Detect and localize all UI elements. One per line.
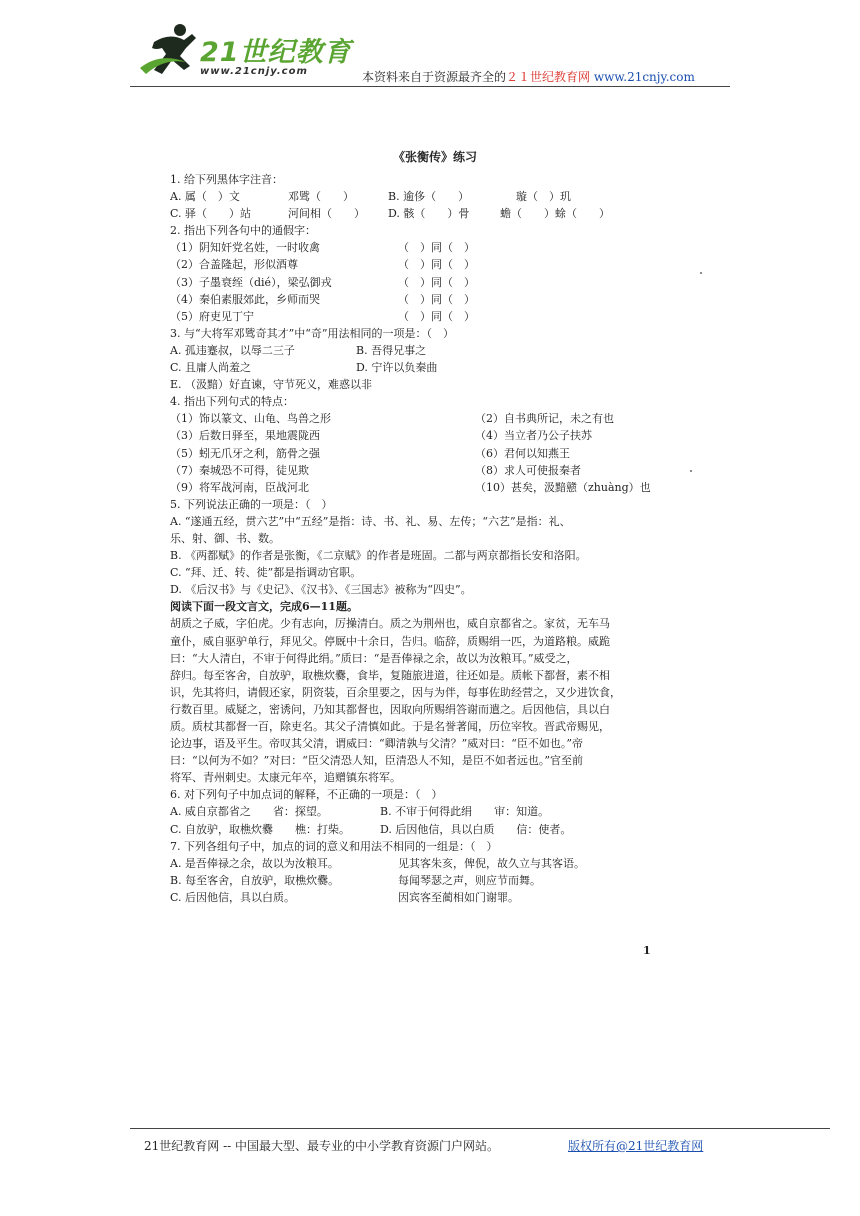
- q7-sentence-left: C. 后因他信，具以白质。: [170, 890, 296, 904]
- q3-option-c: C. 且庸人尚羞之: [170, 361, 252, 375]
- q1-option: C. 驿（ ）站: [170, 207, 252, 221]
- reading-line: 将军、青州刺史。太康元年卒，追赠镇东将军。: [170, 771, 401, 785]
- q3-option-d: D. 宁许以负秦曲: [356, 361, 438, 375]
- q7-row: [170, 872, 680, 889]
- q4-sentence: （2）自书典所记，未之有也: [475, 412, 614, 426]
- q4-stem: 4. 指出下列句式的特点：: [170, 395, 294, 409]
- q6-option-a: A. 威自京都省之 省：探望。: [170, 805, 328, 819]
- logo-url: www.21cnjy.com: [200, 66, 308, 77]
- q5-option-a: A. “遂通五经，贯六艺”中“五经”是指：诗、书、礼、易、左传；“六艺”是指：礼、: [170, 514, 571, 528]
- q4-sentence: （5）蚓无爪牙之利，筋骨之强: [170, 446, 320, 460]
- reading-line: 质。质杖其都督一百，除吏名。其父子清慎如此。于是名誉著闻，历位宰牧。晋武帝赐见，: [170, 720, 610, 733]
- q6-option-b: B. 不审于何得此绢 审：知道。: [380, 805, 550, 819]
- q2-blank: （ ）同（ ）: [398, 292, 475, 306]
- q5-option-d: D. 《后汉书》与《史记》、《汉书》、《三国志》被称为“四史”。: [170, 583, 472, 597]
- page-number: 1: [643, 944, 651, 957]
- q1-option: 河间相（ ）: [288, 207, 365, 221]
- document-title: 《张衡传》练习: [392, 150, 477, 164]
- q2-sentence: （5）府吏见丁宁: [170, 309, 254, 323]
- q2-item: [170, 291, 680, 308]
- reading-line: 论边事，语及平生。帝叹其父清，谓威曰：“卿清孰与父清？”威对曰：“臣不如也。”帝: [170, 737, 583, 751]
- q3-option-e: E. （汲黯）好直谏，守节死义，难惑以非: [170, 378, 373, 392]
- q3-option-a: A. 孤违蹇叔，以辱二三子: [170, 343, 295, 357]
- reading-line: 胡质之子威，字伯虎。少有志向，厉操清白。质之为荆州也，威自京都省之。家贫，无车马: [170, 617, 610, 631]
- footer-divider: [130, 1128, 830, 1129]
- q3-row: [170, 359, 680, 376]
- q1-option: A. 属（ ）文: [170, 190, 240, 204]
- q1-row: [170, 188, 680, 205]
- q7-sentence-left: A. 是吾俸禄之余，故以为汝粮耳。: [170, 856, 339, 870]
- scan-speck: [690, 470, 692, 472]
- footer-text: 21世纪教育网 -- 中国最大型、最专业的中小学教育资源门户网站。: [144, 1139, 500, 1153]
- q1-option: D. 骸（ ）骨: [388, 207, 470, 221]
- q4-sentence: （3）后数日驿至，果地震陇西: [170, 429, 320, 443]
- q2-item: [170, 256, 680, 273]
- header-brand-link[interactable]: ２１世纪教育网: [506, 70, 591, 84]
- q7-sentence-right: 每闻琴瑟之声，则应节而舞。: [398, 873, 541, 887]
- q4-row: [170, 462, 680, 479]
- q4-sentence: （10）甚矣，汲黯戆（zhuàng）也: [475, 480, 651, 494]
- header-source-prefix: 本资料来自于资源最齐全的: [362, 70, 507, 84]
- q4-sentence: （4）当立者乃公子扶苏: [475, 429, 592, 443]
- q2-blank: （ ）同（ ）: [398, 309, 475, 323]
- reading-line: 童仆，威自驱驴单行，拜见父。停厩中十余日，告归。临辞，质赐绢一匹，为道路粮。威跪: [170, 634, 610, 648]
- q4-sentence: （6）君何以知燕王: [475, 446, 570, 460]
- q1-row: [170, 205, 680, 222]
- q7-sentence-right: 见其客朱亥，俾倪，故久立与其客语。: [398, 856, 585, 870]
- q4-row: [170, 445, 680, 462]
- q4-sentence: （9）将军战河南，臣战河北: [170, 480, 309, 494]
- q2-stem: 2. 指出下列各句中的通假字：: [170, 224, 316, 238]
- q7-sentence-left: B. 每至客舍，自放驴，取樵炊爨。: [170, 873, 340, 887]
- q6-option-d: D. 后因他信，具以白质 信：使者。: [380, 822, 572, 836]
- q6-option-c: C. 自放驴，取樵炊爨 樵：打柴。: [170, 822, 351, 836]
- header-source-line: [362, 68, 695, 85]
- q2-sentence: （4）秦伯素服郊此，乡师而哭: [170, 292, 320, 306]
- q3-option-b: B. 吾得兄事之: [356, 343, 427, 357]
- reading-line: 辞归。每至客舍，自放驴，取樵炊爨，食毕，复随旅进道，往还如是。质帐下都督，素不相: [170, 668, 610, 682]
- q2-sentence: （3）子墨衰绖（dié），梁弘御戎: [170, 275, 332, 289]
- site-logo[interactable]: [140, 22, 370, 90]
- q5-option-a-continued: 乐、射、御、书、数。: [170, 531, 280, 545]
- q4-row: [170, 479, 680, 496]
- q1-option: 璇（ ）玑: [516, 190, 571, 204]
- reading-intro: 阅读下面一段文言文，完成6—11题。: [170, 600, 358, 614]
- q2-blank: （ ）同（ ）: [398, 241, 475, 255]
- q2-sentence: （1）阴知奸党名姓，一时收禽: [170, 241, 320, 255]
- q2-sentence: （2）合盖隆起，形似酒尊: [170, 258, 298, 272]
- q5-option-c: C. “拜、迁、转、徙”都是指调动官职。: [170, 566, 362, 580]
- header-site-link[interactable]: www.21cnjy.com: [593, 70, 695, 84]
- q6-row: [170, 821, 680, 838]
- q4-row: [170, 427, 680, 444]
- reading-line: 曰：“以何为不如？”对曰：“臣父清恐人知，臣清恐人不知，是臣不如者远也。”官至前: [170, 754, 583, 768]
- scanned-page: [170, 148, 680, 958]
- scan-speck: [700, 272, 702, 274]
- q4-row: [170, 410, 680, 427]
- q3-stem: 3. 与“大将军邓骘奇其才”中“奇”用法相同的一项是：（ ）: [170, 326, 454, 340]
- q1-option: B. 逾侈（ ）: [388, 190, 470, 204]
- q5-stem: 5. 下列说法正确的一项是：（ ）: [170, 497, 333, 511]
- q7-row: [170, 855, 680, 872]
- reading-line: 识，先其将归，请假还家，阴资装，百余里要之，因与为伴，每事佐助经营之，又少进饮食，: [170, 685, 621, 699]
- q1-option: 蟾（ ）蜍（ ）: [500, 207, 610, 221]
- logo-title: 21世纪教育: [200, 37, 352, 68]
- runner-logo-icon: [140, 22, 204, 82]
- q2-item: [170, 308, 680, 325]
- q2-item: [170, 274, 680, 291]
- footer-copyright-link[interactable]: 版权所有@21世纪教育网: [568, 1139, 704, 1153]
- q1-option: 邓骘（ ）: [288, 190, 354, 204]
- q2-blank: （ ）同（ ）: [398, 275, 475, 289]
- q7-sentence-right: 因宾客至蔺相如门谢罪。: [398, 890, 519, 904]
- q6-row: [170, 803, 680, 820]
- q2-item: [170, 239, 680, 256]
- q5-option-b: B. 《两都赋》的作者是张衡，《二京赋》的作者是班固。二都与两京都指长安和洛阳。: [170, 549, 587, 563]
- q3-row: [170, 342, 680, 359]
- q7-stem: 7. 下列各组句子中，加点的词的意义和用法不相同的一组是：（ ）: [170, 839, 498, 853]
- page-header: [0, 0, 860, 90]
- q4-sentence: （1）饰以篆文、山龟、鸟兽之形: [170, 412, 331, 426]
- q6-stem: 6. 对下列句子中加点词的解释，不正确的一项是：（ ）: [170, 788, 443, 802]
- q1-stem: 1. 给下列黑体字注音：: [170, 173, 283, 186]
- q4-sentence: （8）求人可使报秦者: [475, 463, 581, 477]
- reading-line: 行数百里。威疑之，密诱问，乃知其都督也，因取向所赐绢答谢而遣之。后因他信，具以白: [170, 702, 610, 716]
- q4-sentence: （7）秦城恐不可得，徒见欺: [170, 463, 309, 477]
- q7-row: [170, 889, 680, 906]
- reading-line: 曰：“大人清白，不审于何得此绢。”质曰：“是吾俸禄之余，故以为汝粮耳。”威受之，: [170, 651, 578, 665]
- q2-blank: （ ）同（ ）: [398, 258, 475, 272]
- header-divider: [130, 86, 730, 87]
